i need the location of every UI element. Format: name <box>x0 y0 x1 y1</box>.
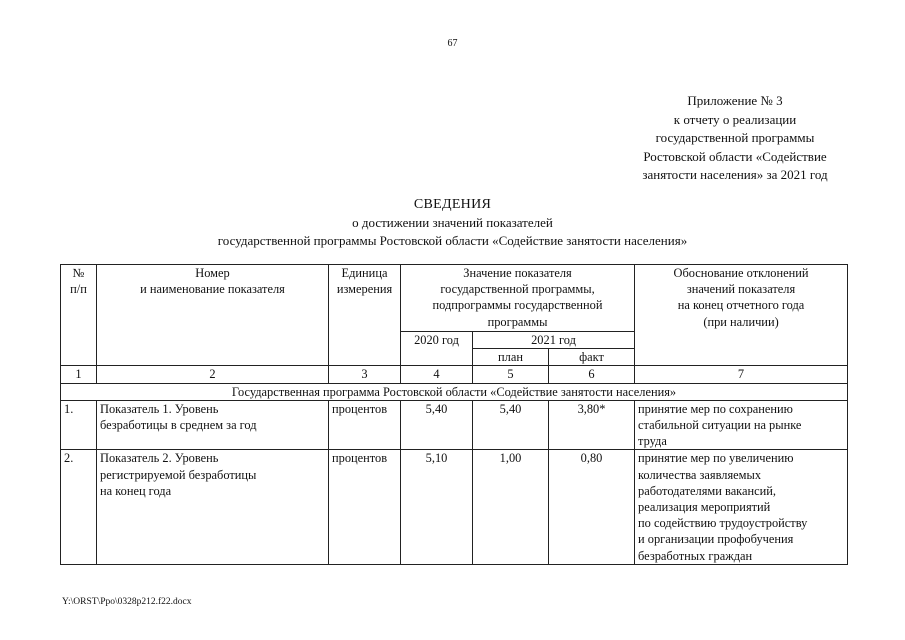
column-number: 1 <box>61 366 97 383</box>
appendix-note <box>600 92 870 185</box>
appendix-line: Приложение № 3 <box>687 93 783 108</box>
header-year-2021: 2021 год <box>473 332 635 349</box>
row-plan-2021: 1,00 <box>473 450 549 564</box>
section-row <box>61 383 848 400</box>
column-number: 3 <box>329 366 401 383</box>
document-heading <box>0 196 905 250</box>
row-plan-2021: 5,40 <box>473 400 549 450</box>
row-value-2020: 5,40 <box>401 400 473 450</box>
header-col-value: Значение показателя государственной программы, подпрограммы государственной программы <box>401 265 635 332</box>
appendix-line: к отчету о реализации <box>673 111 797 127</box>
heading-subtitle: о достижении значений показателей <box>352 215 553 230</box>
header-plan: план <box>473 349 549 366</box>
table-row <box>61 400 848 450</box>
row-fact-2021: 3,80* <box>549 400 635 450</box>
row-fact-2021: 0,80 <box>549 450 635 564</box>
header-col-name: Номер и наименование показателя <box>97 265 329 366</box>
column-number: 6 <box>549 366 635 383</box>
header-year-2020: 2020 год <box>401 332 473 366</box>
page-number: 67 <box>447 38 458 49</box>
section-title: Государственная программа Ростовской области «Содействие занятости населения» <box>61 383 848 400</box>
heading-title: СВЕДЕНИЯ <box>413 197 492 212</box>
indicators-table <box>60 264 848 565</box>
appendix-line: государственной программы <box>655 130 815 145</box>
row-unit: процентов <box>329 400 401 450</box>
column-number: 5 <box>473 366 549 383</box>
header-fact: факт <box>549 349 635 366</box>
row-name: Показатель 1. Уровень безработицы в среднем за год <box>97 400 329 450</box>
header-col-reason: Обоснование отклонений значений показателя на конец отчетного года (при наличии) <box>635 265 848 366</box>
column-numbers-row <box>61 366 848 383</box>
row-unit: процентов <box>329 450 401 564</box>
column-number: 7 <box>635 366 848 383</box>
row-value-2020: 5,10 <box>401 450 473 564</box>
row-number: 2. <box>61 450 97 564</box>
row-number: 1. <box>61 400 97 450</box>
column-number: 2 <box>97 366 329 383</box>
heading-subtitle: государственной программы Ростовской области «Содействие занятости населения» <box>217 233 688 248</box>
row-reason: принятие мер по сохранению стабильной ситуации на рынке труда <box>635 400 848 450</box>
row-reason: принятие мер по увеличению количества заявляемых работодателями вакансий, реализация мероприятий по содействию трудоустройству и организации профобучения безработных граждан <box>635 450 848 564</box>
header-col-unit: Единица измерения <box>329 265 401 366</box>
column-number: 4 <box>401 366 473 383</box>
appendix-line: занятости населения» за 2021 год <box>642 167 828 182</box>
row-name: Показатель 2. Уровень регистрируемой безработицы на конец года <box>97 450 329 564</box>
table-row <box>61 450 848 564</box>
header-col-number: № п/п <box>61 265 97 366</box>
header-row <box>61 265 848 332</box>
file-path-footer: Y:\ORST\Ppo\0328p212.f22.docx <box>62 597 192 607</box>
appendix-line: Ростовской области «Содействие <box>643 148 827 164</box>
